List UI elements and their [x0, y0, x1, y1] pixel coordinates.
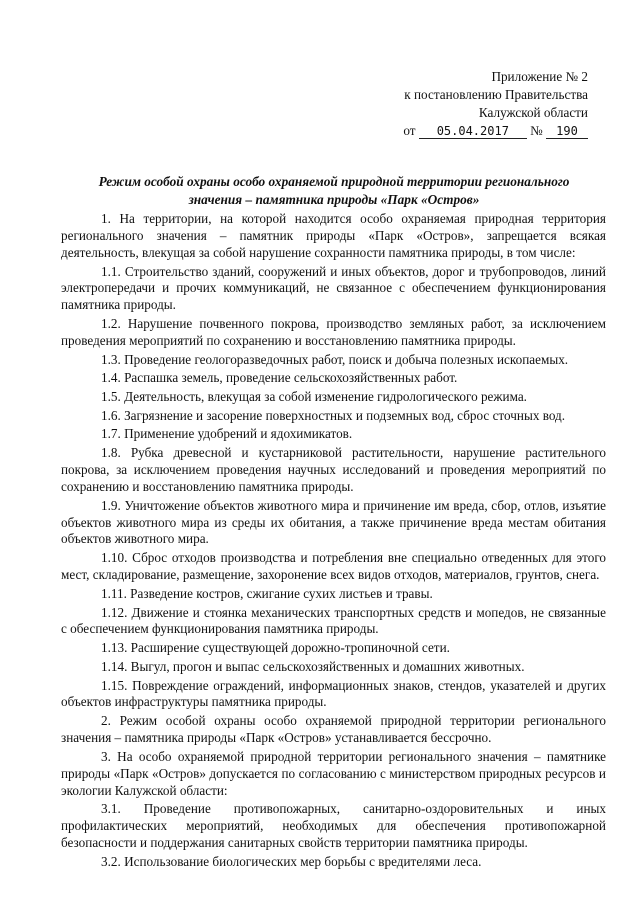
title-line-1: Режим особой охраны особо охраняемой природной территории регионального [98, 174, 570, 189]
paragraph-3-2: 3.2. Использование биологических мер борьбы с вредителями леса. [101, 853, 482, 869]
paragraph-1-15: 1.15. Повреждение ограждений, информационных знаков, стендов, указателей и других объектов инфраструктуры памятника природы. [61, 677, 606, 710]
paragraph-1-3: 1.3. Проведение геологоразведочных работ, поиск и добыча полезных ископаемых. [101, 351, 569, 367]
appendix-region: Калужской области [478, 105, 588, 120]
paragraph-1-5: 1.5. Деятельность, влекущая за собой изменение гидрологического режима. [101, 389, 527, 405]
paragraph-1-7: 1.7. Применение удобрений и ядохимикатов. [101, 426, 353, 442]
number-value: 190 [546, 124, 588, 139]
appendix-resolution-ref: к постановлению Правительства [404, 87, 588, 102]
paragraph-2: 2. Режим особой охраны особо охраняемой природной территории регионального значения – памятника природы «Парк «Остров» устанавливается бессрочно. [61, 713, 606, 746]
appendix-number: Приложение № 2 [491, 69, 588, 84]
paragraph-1-4: 1.4. Распашка земель, проведение сельскохозяйственных работ. [101, 370, 458, 386]
paragraph-1-1: 1.1. Строительство зданий, сооружений и иных объектов, дорог и трубопроводов, линий электропередачи и прочих коммуникаций, не связанное с обеспечением функционирования памятника природы. [61, 263, 606, 313]
paragraph-1-10: 1.10. Сброс отходов производства и потребления вне специально отведенных для этого мест, складирование, размещение, захоронение всех видов отходов, материалов, грунтов, снега. [61, 550, 606, 583]
title-line-2: значения – памятника природы «Парк «Остров» [188, 192, 480, 207]
paragraph-1-13: 1.13. Расширение существующей дорожно-тропиночной сети. [101, 640, 450, 656]
paragraph-1-11: 1.11. Разведение костров, сжигание сухих листьев и травы. [101, 585, 433, 601]
paragraph-1-6: 1.6. Загрязнение и засорение поверхностных и подземных вод, сброс сточных вод. [101, 407, 566, 423]
appendix-header [358, 68, 588, 140]
appendix-date-line [358, 122, 588, 140]
paragraph-1-9: 1.9. Уничтожение объектов животного мира и причинение им вреда, сбор, отлов, изъятие объектов животного мира из среды их обитания, а также причинение вреда местам обитания объектов животного мира. [61, 497, 606, 547]
paragraph-3: 3. На особо охраняемой природной территории регионального значения – памятнике природы «Парк «Остров» допускается по согласованию с министерством природных ресурсов и экологии Калужской области: [61, 748, 606, 798]
paragraph-3-1: 3.1. Проведение противопожарных, санитарно-оздоровительных и иных профилактических мероприятий, необходимых для обеспечения противопожарной безопасности и поддержания санитарных свойств территории памятника природы. [61, 801, 606, 851]
number-prefix: № [530, 123, 543, 138]
paragraph-1-8: 1.8. Рубка древесной и кустарниковой растительности, нарушение растительного покрова, за исключением проведения научных исследований и проведения мероприятий по сохранению и восстановлению памятника природы. [61, 445, 606, 494]
paragraph-1-2: 1.2. Нарушение почвенного покрова, производство земляных работ, за исключением проведения мероприятий по сохранению и восстановлению памятника природы. [61, 316, 606, 348]
paragraph-1: 1. На территории, на которой находится особо охраняемая природная территория регионального значения – памятник природы «Парк «Остров», запрещается всякая деятельность, влекущая за собой нарушение сохранности памятника природы, в том числе: [61, 211, 606, 260]
date-prefix: от [403, 123, 416, 138]
date-value: 05.04.2017 [419, 124, 527, 139]
document-body [61, 211, 606, 871]
paragraph-1-14: 1.14. Выгул, прогон и выпас сельскохозяйственных и домашних животных. [101, 658, 525, 674]
paragraph-1-12: 1.12. Движение и стоянка механических транспортных средств и мопедов, не связанные с обеспечением функционирования памятника природы. [61, 604, 606, 637]
document-title [72, 173, 596, 209]
